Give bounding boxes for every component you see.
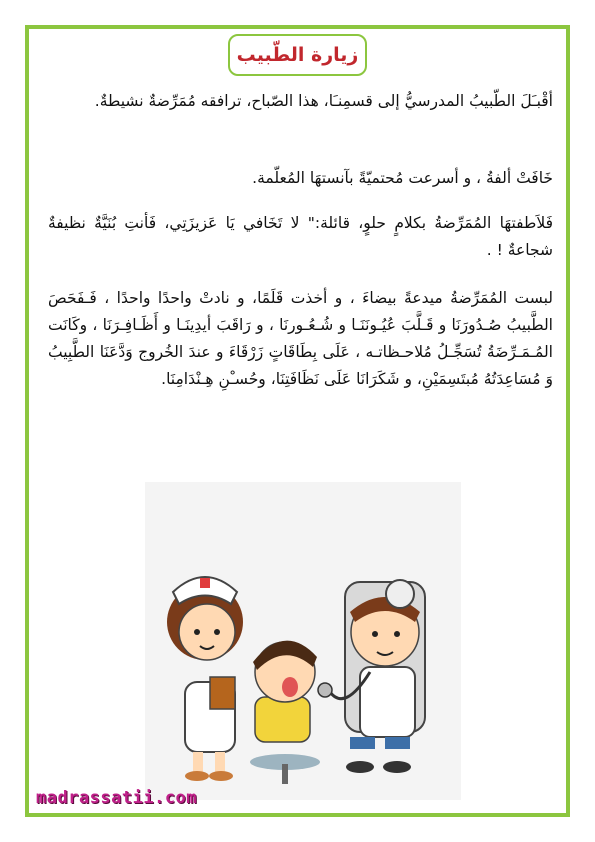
- page-title: زيارة الطّبيب: [236, 44, 359, 66]
- doctor-figure: [318, 580, 425, 773]
- illustration-svg: [145, 482, 461, 800]
- paragraph-2: خَافَتْ ألفةُ ، و أسرعت مُحتميّةً بآنستهَا المُعلّمة.: [252, 169, 553, 187]
- site-watermark: madrassatii.com: [36, 788, 198, 808]
- title-box: [228, 34, 367, 76]
- paragraph-1: أقْبـَلَ الطّبيبُ المدرسيُّ إلى قسمِنـَا، هذا الصّباح، ترافقه مُمَرِّضةٌ نشيطةٌ.: [94, 92, 553, 110]
- paragraph-4: لبست المُمَرِّضةُ ميدعةً بيضاءَ ، و أخذت قَلَمًا، و نادتْ واحدًا واحدًا ، فَـفَحَصَ الطَّبيبُ صُـدُورَنَا و قَـلَّبَ عُيُـونَنَـا و شُـعُـورنَا ، و رَاقَبَ أيدِينَـا و أَظَـافِـرَنَا ، وكَانَت المُـمَـرِّضَةُ تُسَجِّـلُ مُلاحـظاتـه ، عَلَى بِطَاقَاتٍ زَرْقَاءَ و عندَ الخُروج وَدَّعَنَا الطَّبِيبُ وَ مُسَاعِدَتُهُ مُبتَسِمَيْنِ، و شَكَرَانَا عَلَى نَظَافَتِنَا، وحُسـْنِ هِـنْدَامِنَا.: [48, 289, 553, 388]
- doctor-visit-illustration: [145, 482, 461, 800]
- nurse-figure: [167, 577, 243, 781]
- paragraph-3: فَلاَطفتهَا المُمَرِّضةُ بكلامٍ حلوٍ، قائلة:" لا تَخَافي يَا عَزيزَتِي، فَأنتِ بُنَيَّةٌ نظيفةٌ شجاعةٌ ! .: [48, 214, 553, 259]
- child-figure: [250, 641, 320, 784]
